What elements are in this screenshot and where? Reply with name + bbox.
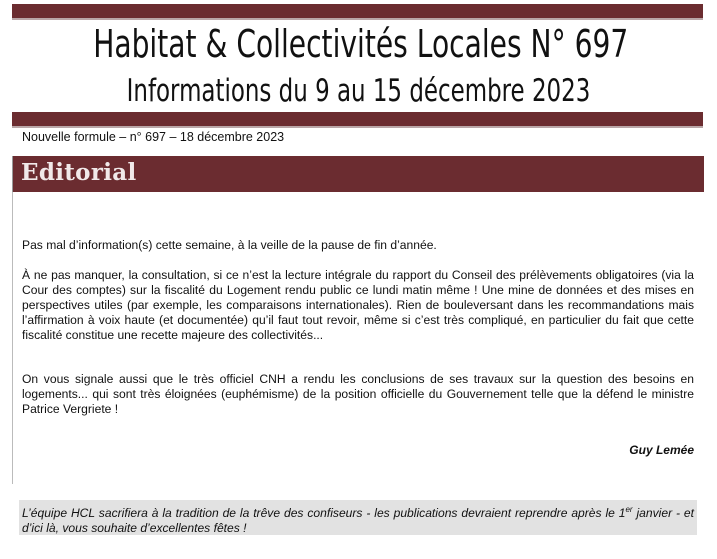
holiday-note-superscript: er bbox=[625, 505, 633, 514]
author-signature: Guy Lemée bbox=[629, 443, 694, 457]
section-heading: Editorial bbox=[21, 159, 137, 186]
issue-line: Nouvelle formule – n° 697 – 18 décembre 2023 bbox=[22, 130, 285, 144]
newsletter-subtitle: Informations du 9 au 15 décembre 2023 bbox=[126, 73, 591, 109]
editorial-paragraph-3: On vous signale aussi que le très officiel CNH a rendu les conclusions de ses travaux sur la question des besoins en logements... qui sont très éloignées (euphémisme) de la position officielle du Gouvernement telle que la défend le ministre Patrice Vergriete ! bbox=[22, 372, 694, 416]
editorial-paragraph-2: À ne pas manquer, la consultation, si ce n’est la lecture intégrale du rapport du Conseil des prélèvements obligatoires (via la Cour des comptes) sur la fiscalité du Logement rendu public ce lundi matin même ! Une mine de données et des mises en perspectives utiles (par exemple, les comparaisons internationales). Rien de bouleversant dans les recommandations mais l’affirmation à voix haute (et documentée) qu’il faut tout revoir, même si c’est très compliqué, en particulier du fait que cette fiscalité constitue une recette majeure des collectivités... bbox=[22, 268, 694, 342]
newsletter-title: Habitat & Collectivités Locales N° 697 bbox=[93, 22, 629, 66]
holiday-note-text-start: L’équipe HCL sacrifiera à la tradition de la trêve des confiseurs - les publications devraient reprendre après le 1 bbox=[22, 506, 626, 521]
holiday-note-text-end: janvier - et d’ici là, vous souhaite d’excellentes fêtes ! bbox=[22, 506, 695, 536]
header-top-bar bbox=[12, 4, 703, 20]
holiday-note bbox=[22, 502, 694, 536]
section-heading-band bbox=[12, 156, 704, 192]
header-bottom-bar bbox=[12, 112, 703, 128]
editorial-paragraph-1: Pas mal d’information(s) cette semaine, à la veille de la pause de fin d’année. bbox=[22, 238, 437, 252]
